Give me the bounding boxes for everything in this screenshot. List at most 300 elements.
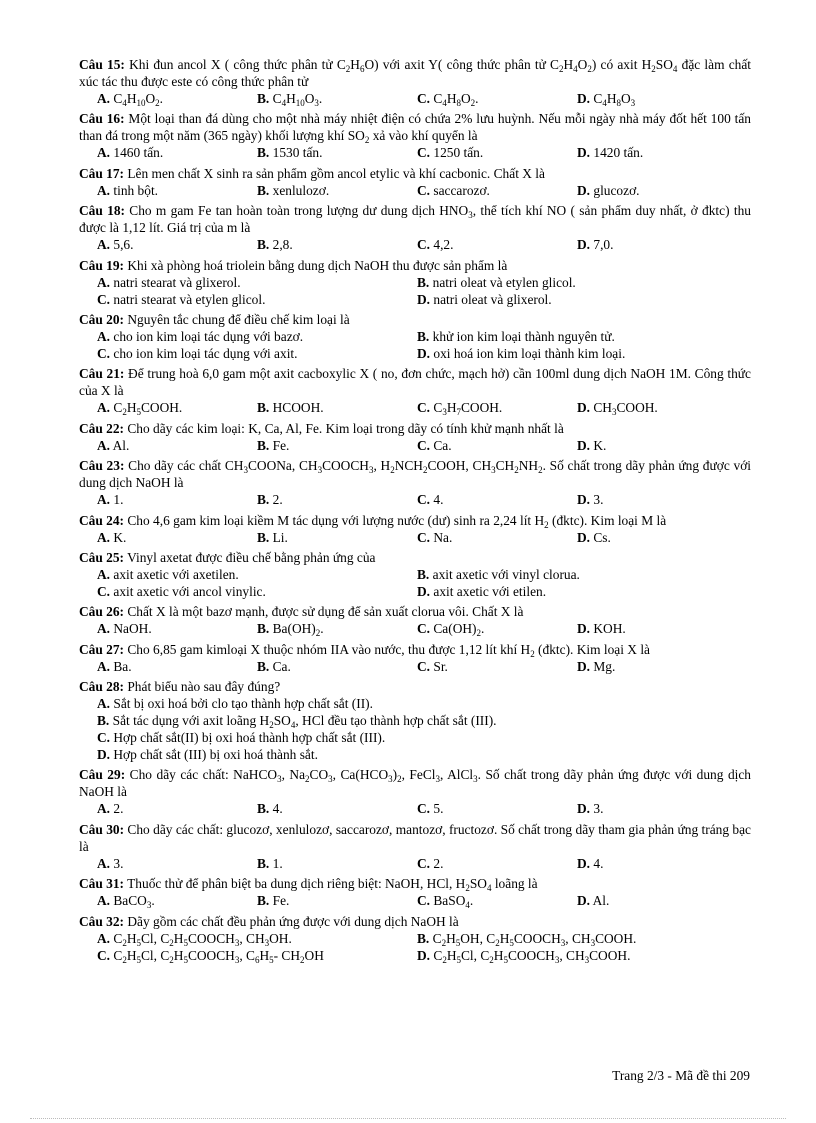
answer-letter: D. [577, 182, 591, 198]
answer-text: Sr. [430, 658, 448, 674]
answer-option [79, 437, 239, 454]
answer-letter: A. [97, 566, 111, 582]
answer-options [79, 399, 751, 416]
answer-option [239, 144, 399, 161]
answer-text: tinh bột. [110, 182, 159, 198]
answer-letter: A. [97, 930, 111, 946]
answer-options [79, 566, 751, 600]
answer-option [399, 345, 751, 362]
answer-text: Fe. [269, 437, 290, 453]
answer-text: axit axetic với vinyl clorua. [429, 566, 580, 582]
answer-option [79, 947, 399, 964]
question-text: Cho m gam Fe tan hoàn toàn trong lượng dư dung dịch $HNO_3$, thể tích khí NO ( sản phẩm duy nhất, ở đktc) thu được là 1,12 lít. Giá trị của m là [79, 203, 751, 236]
question-text: Dãy gồm các chất đều phản ứng được với dung dịch NaOH là [124, 913, 459, 929]
answer-options [79, 620, 751, 637]
question [79, 202, 751, 253]
answer-options [79, 144, 751, 161]
question-text: Khi đun ancol X ( công thức phân tử $C_2H_6O$) với axit Y( công thức phân tử $C_2H_4O_2$) có axit $H_2SO_4$ đặc làm chất xúc tác thu được este có công thức phân tử [79, 57, 751, 89]
question-text: Cho dãy các chất: NaHCO$_3$, $Na_2CO_3$, $Ca(HCO_3)_2$, FeCl$_3$, AlCl$_3$. Số chất trong dãy phản ứng được với dung dịch NaOH là [79, 767, 751, 800]
answer-option [559, 892, 719, 909]
answer-text: 1460 tấn. [110, 145, 164, 161]
answer-text: 4. [590, 855, 604, 871]
answer-options [79, 274, 751, 308]
answer-text: $C_4H_{10}O_2$. [110, 91, 164, 108]
answer-option [79, 729, 751, 746]
question-number: Câu 29: [79, 767, 126, 783]
answer-letter: A. [97, 893, 111, 909]
answer-option [399, 583, 751, 600]
answer-letter: C. [97, 730, 111, 746]
answer-letter: A. [97, 182, 111, 198]
answer-letter: C. [97, 583, 111, 599]
answer-option [399, 658, 559, 675]
answer-text: Al. [110, 437, 130, 453]
answer-option [399, 399, 559, 416]
answer-option [559, 236, 719, 253]
answer-text: 2. [110, 801, 124, 817]
answer-text: $C_2H_5OH$, $C_2H_5COOCH_3$, $CH_3COOH$. [429, 930, 637, 948]
answer-option [79, 855, 239, 872]
answer-option [399, 930, 751, 947]
question-text: Cho dãy các kim loại: K, Ca, Al, Fe. Kim loại trong dãy có tính khử mạnh nhất là [124, 420, 564, 436]
answer-letter: C. [417, 237, 431, 253]
answer-option [239, 90, 399, 107]
question-text: Vinyl axetat được điều chế bằng phản ứng của [124, 549, 376, 565]
answer-letter: C. [417, 437, 431, 453]
question-stem [79, 365, 751, 399]
answer-text: Ca. [430, 437, 452, 453]
answer-text: 1. [110, 492, 124, 508]
answer-text: Mg. [590, 658, 616, 674]
answer-option [79, 566, 399, 583]
answer-text: Ba. [110, 658, 132, 674]
answer-option [559, 800, 719, 817]
answer-options [79, 328, 751, 362]
answer-text: BaCO$_3$. [110, 893, 155, 911]
answer-option [559, 855, 719, 872]
answer-text: saccarozơ. [430, 182, 490, 198]
answer-letter: A. [97, 658, 111, 674]
answer-options [79, 658, 751, 675]
answer-text: 1. [269, 855, 283, 871]
answer-option [399, 182, 559, 199]
question-number: Câu 27: [79, 641, 125, 657]
question-number: Câu 23: [79, 458, 125, 474]
question-number: Câu 31: [79, 876, 125, 892]
answer-option [559, 182, 719, 199]
answer-option [79, 274, 399, 291]
answer-text: 1420 tấn. [590, 145, 644, 161]
answer-letter: D. [417, 291, 431, 307]
answer-letter: B. [257, 492, 270, 508]
answer-option [239, 800, 399, 817]
question-stem [79, 457, 751, 491]
answer-text: natri stearat và etylen glicol. [110, 291, 266, 307]
answer-option [79, 182, 239, 199]
answer-letter: B. [417, 328, 430, 344]
answer-letter: A. [97, 328, 111, 344]
answer-text: 3. [110, 855, 124, 871]
answer-option [239, 182, 399, 199]
question-number: Câu 25: [79, 549, 125, 565]
answer-text: Sắt bị oxi hoá bởi clo tạo thành hợp chất sắt (II). [110, 696, 373, 712]
answer-text: K. [110, 529, 127, 545]
answer-letter: B. [257, 91, 270, 106]
answer-option [79, 90, 239, 107]
answer-letter: D. [577, 658, 591, 674]
answer-text: xenlulozơ. [269, 182, 330, 198]
answer-text: $C_4H_8O_2$. [430, 91, 479, 108]
answer-text: Fe. [269, 893, 290, 909]
question-number: Câu 22: [79, 420, 125, 436]
question-stem [79, 202, 751, 236]
question-number: Câu 16: [79, 111, 125, 127]
answer-letter: D. [417, 947, 431, 963]
question [79, 257, 751, 308]
answer-letter: B. [257, 529, 270, 545]
answer-letter: B. [257, 658, 270, 674]
answer-option [559, 658, 719, 675]
answer-option [239, 437, 399, 454]
answer-letter: B. [257, 801, 270, 817]
answer-letter: B. [257, 182, 270, 198]
answer-option [79, 491, 239, 508]
answer-letter: C. [417, 855, 431, 871]
answer-text: $C_2H_5COOH$. [110, 400, 183, 418]
question [79, 311, 751, 362]
question-number: Câu 32: [79, 913, 125, 929]
question-stem [79, 420, 751, 437]
answer-letter: A. [97, 237, 111, 253]
answer-option [559, 144, 719, 161]
answer-letter: D. [577, 893, 591, 909]
answer-option [399, 144, 559, 161]
answer-letter: A. [97, 400, 111, 416]
answer-text: khử ion kim loại thành nguyên tử. [429, 328, 615, 344]
answer-option [239, 620, 399, 637]
answer-option [399, 947, 751, 964]
answer-text: cho ion kim loại tác dụng với axit. [110, 345, 298, 361]
answer-letter: A. [97, 91, 111, 106]
answer-letter: A. [97, 529, 111, 545]
answer-text: cho ion kim loại tác dụng với bazơ. [110, 328, 304, 344]
answer-option [399, 328, 751, 345]
answer-letter: A. [97, 437, 111, 453]
answer-option [79, 930, 399, 947]
answer-options [79, 529, 751, 546]
question-stem [79, 512, 751, 529]
question [79, 110, 751, 161]
answer-text: 7,0. [590, 237, 614, 253]
answer-option [559, 399, 719, 416]
question-text: Khi xà phòng hoá triolein bằng dung dịch NaOH thu được sản phẩm là [124, 257, 508, 273]
question-stem [79, 641, 751, 658]
question [79, 56, 751, 107]
answer-letter: D. [417, 345, 431, 361]
answer-option [559, 491, 719, 508]
answer-text: Hợp chất sắt(II) bị oxi hoá thành hợp chất sắt (III). [110, 730, 386, 746]
answer-options [79, 182, 751, 199]
answer-option [79, 291, 399, 308]
question [79, 549, 751, 600]
answer-text: oxi hoá ion kim loại thành kim loại. [430, 345, 626, 361]
answer-options [79, 491, 751, 508]
answer-text: Al. [590, 893, 610, 909]
answer-option [239, 892, 399, 909]
answer-option [399, 566, 751, 583]
answer-option [79, 399, 239, 416]
answer-option [559, 437, 719, 454]
answer-letter: D. [577, 237, 591, 253]
question-stem [79, 766, 751, 800]
question-text: Một loại than đá dùng cho một nhà máy nhiệt điện có chứa 2% lưu huỳnh. Nếu mỗi ngày nhà máy đốt hết 100 tấn than đá trong một năm (365 ngày) khối lượng khí $SO_2$ xả vào khí quyển là [79, 111, 752, 146]
answer-letter: B. [257, 437, 270, 453]
answer-text: K. [590, 437, 607, 453]
answer-text: 3. [590, 801, 604, 817]
answer-letter: A. [97, 801, 111, 817]
answer-text: $CH_3COOH$. [590, 400, 658, 418]
answer-letter: B. [257, 400, 270, 416]
answer-letter: C. [417, 621, 431, 637]
answer-text: natri oleat và etylen glicol. [429, 274, 576, 290]
answer-text: 1530 tấn. [269, 145, 323, 161]
question [79, 875, 751, 909]
answer-options [79, 930, 751, 964]
answer-letter: B. [257, 621, 270, 637]
answer-option [79, 345, 399, 362]
answer-text: Cs. [590, 529, 611, 545]
answer-letter: A. [97, 696, 111, 712]
answer-option [399, 291, 751, 308]
answer-letter: C. [97, 345, 111, 361]
question-stem [79, 56, 751, 90]
question-list [79, 56, 751, 967]
answer-text: 4. [430, 492, 444, 508]
question [79, 641, 751, 675]
question-stem [79, 678, 751, 695]
answer-letter: C. [417, 893, 431, 909]
answer-text: axit axetic với ancol vinylic. [110, 583, 266, 599]
page-footer: Trang 2/3 - Mã đề thi 209 [612, 1068, 750, 1083]
question-text: Cho 4,6 gam kim loại kiềm M tác dụng với lượng nước (dư) sinh ra 2,24 lít $H_2$ (đktc). Kim loại M là [124, 512, 667, 530]
answer-letter: C. [417, 91, 431, 106]
answer-text: 5. [430, 801, 444, 817]
question-number: Câu 20: [79, 311, 125, 327]
answer-option [399, 274, 751, 291]
answer-letter: D. [417, 583, 431, 599]
answer-option [79, 892, 239, 909]
answer-letter: C. [417, 529, 431, 545]
answer-text: natri stearat và glixerol. [110, 274, 241, 290]
question [79, 603, 751, 637]
answer-option [239, 658, 399, 675]
answer-option [79, 695, 751, 712]
answer-text: Ca. [269, 658, 291, 674]
question-number: Câu 30: [79, 821, 125, 837]
answer-letter: B. [257, 145, 270, 161]
question-text: Nguyên tắc chung để điều chế kim loại là [124, 311, 350, 327]
answer-letter: C. [97, 291, 111, 307]
answer-letter: D. [577, 91, 591, 106]
answer-text: $C_2H_5Cl$, $C_2H_5COOCH_3$, $CH_3OH$. [110, 930, 292, 948]
answer-option [239, 529, 399, 546]
question-text: Phát biểu nào sau đây đúng? [124, 679, 281, 695]
answer-option [79, 583, 399, 600]
answer-text: axit axetic với axetilen. [110, 566, 239, 582]
answer-option [399, 491, 559, 508]
answer-letter: D. [577, 621, 591, 637]
question [79, 457, 751, 508]
answer-letter: A. [97, 274, 111, 290]
answer-text: $C_2H_5Cl$, $C_2H_5COOCH_3$, $CH_3COOH$. [430, 947, 631, 965]
question-text: Chất X là một bazơ mạnh, được sử dụng để sản xuất clorua vôi. Chất X là [124, 604, 524, 620]
question-number: Câu 17: [79, 165, 125, 181]
answer-letter: C. [417, 145, 431, 161]
answer-text: Hợp chất sắt (III) bị oxi hoá thành sắt. [110, 747, 318, 763]
answer-letter: B. [257, 893, 270, 909]
answer-text: $Ca(OH)_2$. [430, 621, 485, 639]
answer-options [79, 855, 751, 872]
answer-text: $C_3H_7COOH$. [430, 400, 503, 418]
answer-options [79, 90, 751, 107]
question [79, 766, 751, 817]
answer-options [79, 695, 751, 763]
question-number: Câu 18: [79, 203, 125, 219]
question-stem [79, 875, 751, 892]
answer-option [79, 328, 399, 345]
answer-option [239, 855, 399, 872]
answer-letter: B. [417, 930, 430, 946]
answer-letter: A. [97, 621, 111, 637]
question-number: Câu 15: [79, 57, 125, 72]
answer-text: BaSO$_4$. [430, 893, 474, 911]
answer-text: 2,8. [269, 237, 293, 253]
question [79, 365, 751, 416]
question-number: Câu 24: [79, 512, 125, 528]
answer-letter: A. [97, 492, 111, 508]
question-text: Thuốc thử để phân biệt ba dung dịch riêng biệt: NaOH, HCl, $H_2SO_4$ loãng là [124, 876, 538, 894]
answer-option [79, 658, 239, 675]
answer-option [399, 437, 559, 454]
answer-letter: D. [577, 855, 591, 871]
answer-option [239, 236, 399, 253]
answer-text: $C_2H_5Cl$, $C_2H_5COOCH_3$, $C_6H_5-$ $CH_2OH$ [110, 947, 324, 965]
answer-letter: D. [577, 492, 591, 508]
answer-letter: C. [417, 492, 431, 508]
answer-options [79, 892, 751, 909]
answer-letter: A. [97, 855, 111, 871]
answer-text: NaOH. [110, 621, 152, 637]
answer-text: KOH. [590, 621, 626, 637]
answer-letter: C. [417, 400, 431, 416]
question [79, 821, 751, 872]
answer-letter: B. [257, 237, 270, 253]
answer-letter: B. [97, 713, 110, 729]
answer-letter: A. [97, 145, 111, 161]
answer-option [79, 800, 239, 817]
answer-option [559, 529, 719, 546]
answer-text: 5,6. [110, 237, 134, 253]
answer-option [399, 620, 559, 637]
answer-letter: C. [417, 801, 431, 817]
answer-letter: C. [417, 658, 431, 674]
question-text: Cho 6,85 gam kimloại X thuộc nhóm IIA vào nước, thu được 1,12 lít khí $H_2$ (đktc). Kim loại X là [124, 641, 650, 659]
answer-text: 4. [269, 801, 283, 817]
answer-option [399, 800, 559, 817]
question [79, 420, 751, 454]
question [79, 913, 751, 964]
answer-option [399, 892, 559, 909]
question-text: Cho dãy các chất $CH_3COONa$, $CH_3COOCH_3$, $H_2NCH_2COOH$, $CH_3CH_2NH_2$. Số chất trong dãy phản ứng được với dung dịch NaOH là [79, 458, 752, 491]
answer-text: axit axetic với etilen. [430, 583, 547, 599]
question-number: Câu 26: [79, 604, 125, 620]
answer-option [399, 529, 559, 546]
answer-text: $Ba(OH)_2$. [269, 621, 324, 639]
question-stem [79, 603, 751, 620]
answer-text: natri oleat và glixerol. [430, 291, 552, 307]
answer-letter: D. [577, 437, 591, 453]
answer-letter: D. [577, 801, 591, 817]
answer-text: 2. [269, 492, 283, 508]
answer-letter: B. [417, 274, 430, 290]
answer-text: 4,2. [430, 237, 454, 253]
answer-text: Na. [430, 529, 453, 545]
question-stem [79, 110, 751, 144]
question-number: Câu 19: [79, 257, 125, 273]
answer-letter: D. [577, 145, 591, 161]
answer-options [79, 437, 751, 454]
question-number: Câu 28: [79, 679, 125, 695]
answer-letter: D. [577, 529, 591, 545]
answer-text: Li. [269, 529, 288, 545]
answer-options [79, 236, 751, 253]
answer-option [79, 236, 239, 253]
answer-option [79, 712, 751, 729]
question-text: Lên men chất X sinh ra sản phẩm gồm ancol etylic và khí cacbonic. Chất X là [124, 165, 545, 181]
answer-text: $C_4H_8O_3$ [590, 91, 636, 108]
answer-option [239, 399, 399, 416]
question-stem [79, 821, 751, 855]
answer-letter: D. [577, 400, 591, 416]
page-border [30, 1118, 786, 1119]
question [79, 678, 751, 763]
answer-text: 3. [590, 492, 604, 508]
answer-options [79, 800, 751, 817]
question-stem [79, 311, 751, 328]
question-stem [79, 257, 751, 274]
answer-text: Sắt tác dụng với axit loãng $H_2SO_4$, HCl đều tạo thành hợp chất sắt (III). [109, 713, 497, 731]
question-stem [79, 913, 751, 930]
question-stem [79, 549, 751, 566]
question-text: Để trung hoà 6,0 gam một axit cacboxylic X ( no, đơn chức, mạch hở) cần 100ml dung dịch NaOH 1M. Công thức của X là [79, 366, 751, 399]
question-text: Cho dãy các chất: glucozơ, xenlulozơ, saccarozơ, mantozơ, fructozơ. Số chất trong dãy tham gia phản ứng tráng bạc là [79, 821, 751, 854]
answer-option [399, 90, 559, 107]
answer-option [399, 236, 559, 253]
answer-letter: C. [97, 947, 111, 963]
answer-option [239, 491, 399, 508]
answer-option [79, 529, 239, 546]
answer-letter: B. [257, 855, 270, 871]
answer-text: HCOOH. [269, 400, 324, 416]
answer-option [79, 746, 751, 763]
answer-option [79, 620, 239, 637]
answer-text: 1250 tấn. [430, 145, 484, 161]
answer-text: $C_4H_{10}O_3$. [269, 91, 323, 108]
answer-letter: C. [417, 182, 431, 198]
answer-letter: D. [97, 747, 111, 763]
question-number: Câu 21: [79, 366, 125, 382]
question-stem [79, 165, 751, 182]
